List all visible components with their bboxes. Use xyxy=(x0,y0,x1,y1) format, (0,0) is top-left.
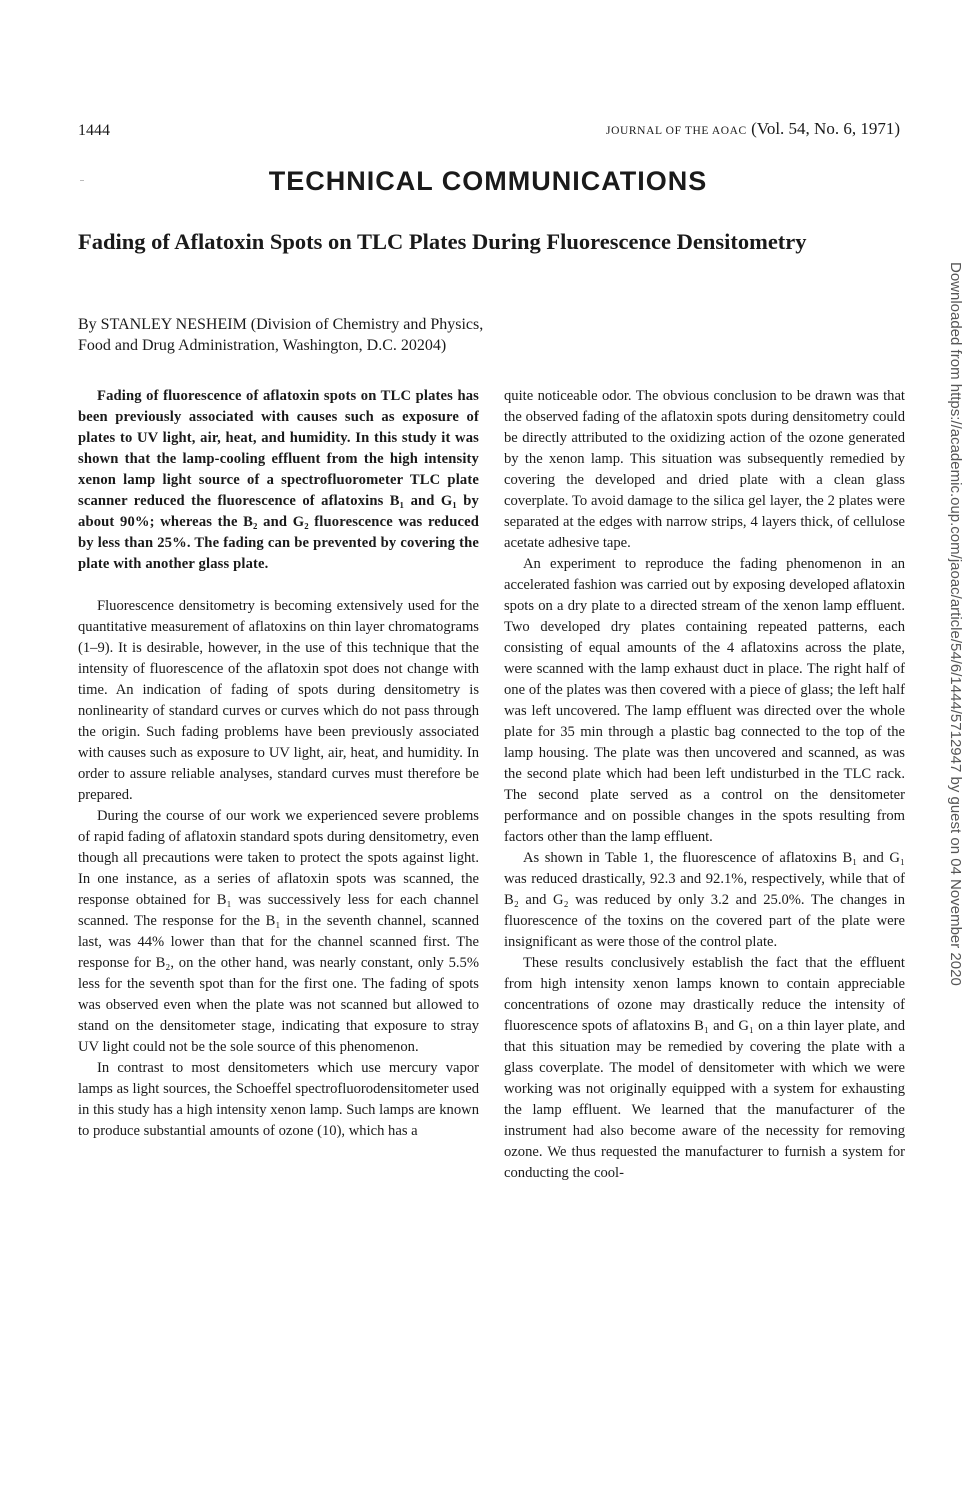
body-paragraph: These results conclusively establish the fact that the effluent from high intensity xenon lamps known to contain appreciable concentrations of ozone may drastically reduce the intensity of fluorescence spots of aflatoxins B₁ and G₁ on a thin layer plate, and that this situation may be remedied by covering the plate with a glass coverplate. The model of densitometer with which we were working was not originally equipped with a system for exhausting the lamp effluent. We learned that the manufacturer of the instrument had also become aware of the necessity for removing ozone. We thus requested the manufacturer to furnish a system for conducting the cool- xyxy=(504,955,905,1181)
body-paragraph-continued: quite noticeable odor. The obvious conclusion to be drawn was that the observed fading of the aflatoxin spots during densitometry could be directly attributed to the oxidizing action of the ozone generated by the xenon lamp. This situation was subsequently remedied by covering the developed and dried plate with a clean glass coverplate. To avoid damage to the silica gel layer, the 2 plates were separated at the edges with narrow strips, 4 layers thick, of cellulose acetate adhesive tape. xyxy=(504,388,905,551)
download-watermark: Downloaded from https://academic.oup.com/jaoac/article/54/6/1444/5712947 by guest on 04 November 2020 xyxy=(947,262,964,986)
byline-line-1: By STANLEY NESHEIM (Division of Chemistry and Physics, xyxy=(78,316,484,333)
article-title: Fading of Aflatoxin Spots on TLC Plates During Fluorescence Densitometry xyxy=(78,229,807,254)
body-paragraph: An experiment to reproduce the fading phenomenon in an accelerated fashion was carried out by exposing developed aflatoxin spots on a dry plate to a directed stream of the xenon lamp effluent. Two developed dry plates containing repeated patterns, each consisting of equal amounts of the 4 aflatoxins across the plate, were scanned with the lamp exhaust duct in place. The right half of one of the plates was then covered with a piece of glass; the left half was left uncovered. The lamp effluent was directed over the whole plate for 35 min through a plastic bag connected to the top of the lamp housing. The plate was then uncovered and scanned, as was the second plate which had been left undisturbed in the TLC rack. The second plate served as a control on the densitometer performance and on possible changes in the spots resulting from factors other than the lamp effluent. xyxy=(504,556,905,845)
section-title: TECHNICAL COMMUNICATIONS xyxy=(268,166,708,196)
body-paragraph: As shown in Table 1, the fluorescence of aflatoxins B₁ and G₁ was reduced drastically, 92.3 and 92.1%, respectively, while that of B₂ and G₂ was reduced by only 3.2 and 25.0%. The changes in fluorescence of the toxins on the covered part of the plate were insignificant as were those of the control plate. xyxy=(504,850,905,950)
body-paragraph: Fluorescence densitometry is becoming extensively used for the quantitative measurement of aflatoxins on thin layer chromatograms (1–9). It is desirable, however, in the use of this technique that the intensity of fluorescence of the aflatoxin spot does not change with time. An indication of fading of spots during densitometry is nonlinearity of standard curves or curves which do not pass through the origin. Such fading problems have been previously associated with causes such as exposure to UV light, air, heat, and humidity. In order to assure reliable analyses, standard curves must therefore be prepared. xyxy=(78,598,479,803)
journal-volume: (Vol. 54, No. 6, 1971) xyxy=(751,119,900,138)
left-column xyxy=(78,386,479,1142)
byline-line-2: Food and Drug Administration, Washington, D.C. 20204) xyxy=(78,337,447,354)
abstract: Fading of fluorescence of aflatoxin spots on TLC plates has been previously associated with causes such as exposure of plates to UV light, air, heat, and humidity. In this study it was shown that the lamp-cooling effluent from the high intensity xenon lamp light source of a spectrofluorometer TLC plate scanner reduced the fluorescence of aflatoxins B₁ and G₁ by about 90%; whereas the B₂ and G₂ fluorescence was reduced by less than 25%. The fading can be prevented by covering the plate with another glass plate. xyxy=(78,388,479,572)
running-header xyxy=(606,119,900,139)
journal-name: JOURNAL OF THE AOAC xyxy=(606,125,747,137)
body-paragraph: During the course of our work we experienced severe problems of rapid fading of aflatoxin standard spots during densitometry, even though all precautions were taken to protect the spots against light. In one instance, as a series of aflatoxin spots was scanned, the response obtained for B₁ was successively less for each channel scanned. The response for the B₁ in the seventh channel, scanned last, was 44% lower than that for the channel scanned first. The response for B₂, on the other hand, was nearly constant, only 5.5% less for the seventh spot than for the first one. The fading of spots was observed even when the plate was not scanned but allowed to stand on the densitometer stage, indicating that exposure to stray UV light could not be the sole source of this phenomenon. xyxy=(78,808,479,1055)
page-number: 1444 xyxy=(78,122,110,139)
body-paragraph: In contrast to most densitometers which use mercury vapor lamps as light sources, the Schoeffel spectrofluorodensitometer used in this study has a high intensity xenon lamp. Such lamps are known to produce substantial amounts of ozone (10), which has a xyxy=(78,1060,479,1139)
byline xyxy=(78,314,638,356)
right-column xyxy=(504,386,905,1184)
